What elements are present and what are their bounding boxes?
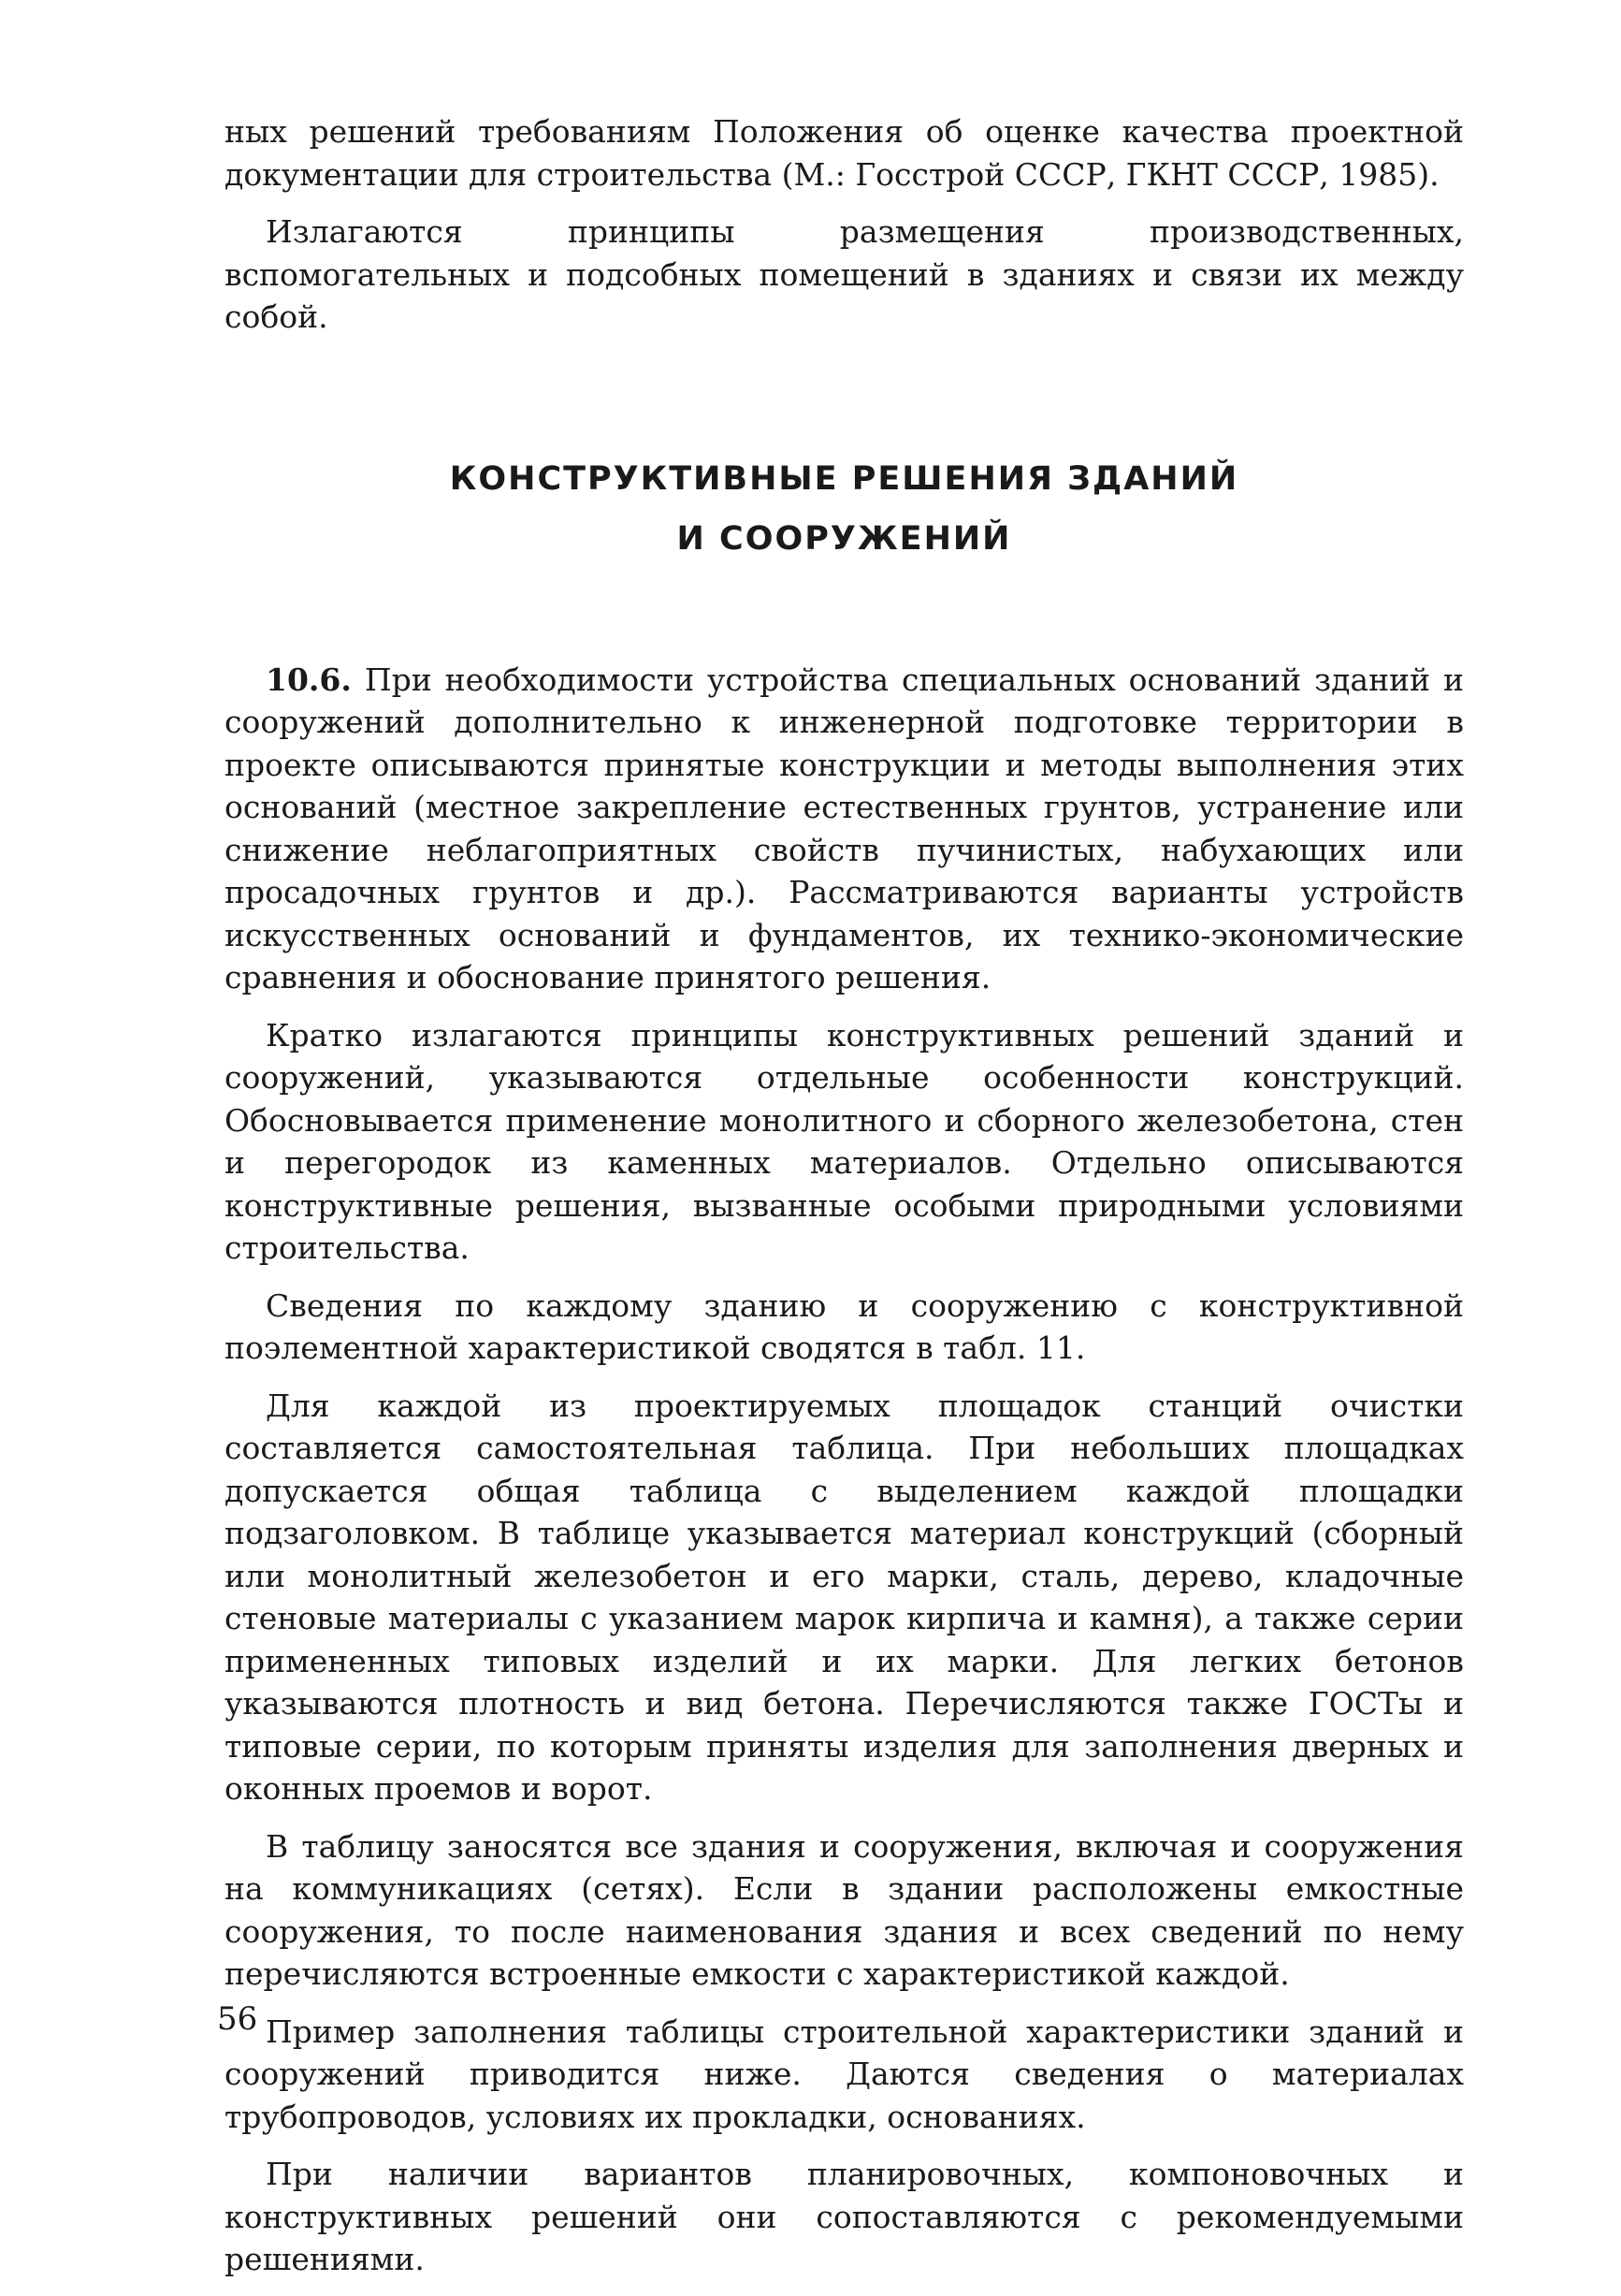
paragraph-number: 10.6. (266, 661, 352, 698)
paragraph-structural-principles: Кратко излагаются принципы конструктивных решений зданий и сооружений, указываются отдельные особенности конструкций. Обосновывается применение монолитного и сборного железобетона, стен и перегородок из каменных материалов. Отдельно описываются конструктивные решения, вызванные особыми природными условиями строительства. (224, 1016, 1464, 1266)
page-number: 56 (217, 2000, 258, 2038)
paragraph-table-11-reference: Сведения по каждому зданию и сооружению с конструктивной поэлементной характеристикой сводятся в табл. 11. (224, 1286, 1464, 1366)
section-heading-line-1: КОНСТРУКТИВНЫЕ РЕШЕНИЯ ЗДАНИЙ (449, 459, 1239, 498)
intro-paragraph-placement: Излагаются принципы размещения производственных, вспомогательных и подсобных помещений в зданиях и связи их между собой. (224, 213, 1464, 335)
paragraph-table-contents: В таблицу заносятся все здания и сооружения, включая и сооружения на коммуникациях (сетях). Если в здании расположены емкостные сооружения, то после наименования здания и всех сведений по нему перечисляются встроенные емкости с характеристикой каждой. (224, 1827, 1464, 1992)
section-heading-line-2: И СООРУЖЕНИЙ (676, 519, 1012, 558)
section-heading (224, 449, 1464, 569)
paragraph-example: Пример заполнения таблицы строительной характеристики зданий и сооружений приводится ниже. Даются сведения о материалах трубопроводов, условиях их прокладки, основаниях. (224, 2013, 1464, 2135)
paragraph-variants: При наличии вариантов планировочных, компоновочных и конструктивных решений они сопоставляются с рекомендуемыми решениями. (224, 2156, 1464, 2277)
paragraph-site-tables: Для каждой из проектируемых площадок станций очистки составляется самостоятельная таблица. При небольших площадках допускается общая таблица с выделением каждой площадки подзаголовком. В таблице указывается материал конструкций (сборный или монолитный железобетон и его марки, сталь, дерево, кладочные стеновые материалы с указанием марок кирпича и камня), а также серии примененных типовых изделий и их марки. Для легких бетонов указываются плотность и вид бетона. Перечисляются также ГОСТы и типовые серии, по которым приняты изделия для заполнения дверных и оконных проемов и ворот. (224, 1387, 1464, 1807)
paragraph-10-6 (224, 659, 1464, 999)
paragraph-10-6-text: При необходимости устройства специальных оснований зданий и сооружений дополнительно к инженерной подготовке территории в проекте описываются принятые конструкции и методы выполнения этих оснований (местное закрепление естественных грунтов, устранение или снижение неблагоприятных свойств пучинистых, набухающих или просадочных грунтов и др.). Рассматриваются варианты устройств искусственных оснований и фундаментов, их технико-экономические сравнения и обоснование принятого решения. (224, 661, 1464, 995)
intro-paragraph-continuation: ных решений требованиям Положения об оценке качества проектной документации для строительства (М.: Госстрой СССР, ГКНТ СССР, 1985). (224, 113, 1464, 193)
document-page (224, 110, 1464, 2296)
